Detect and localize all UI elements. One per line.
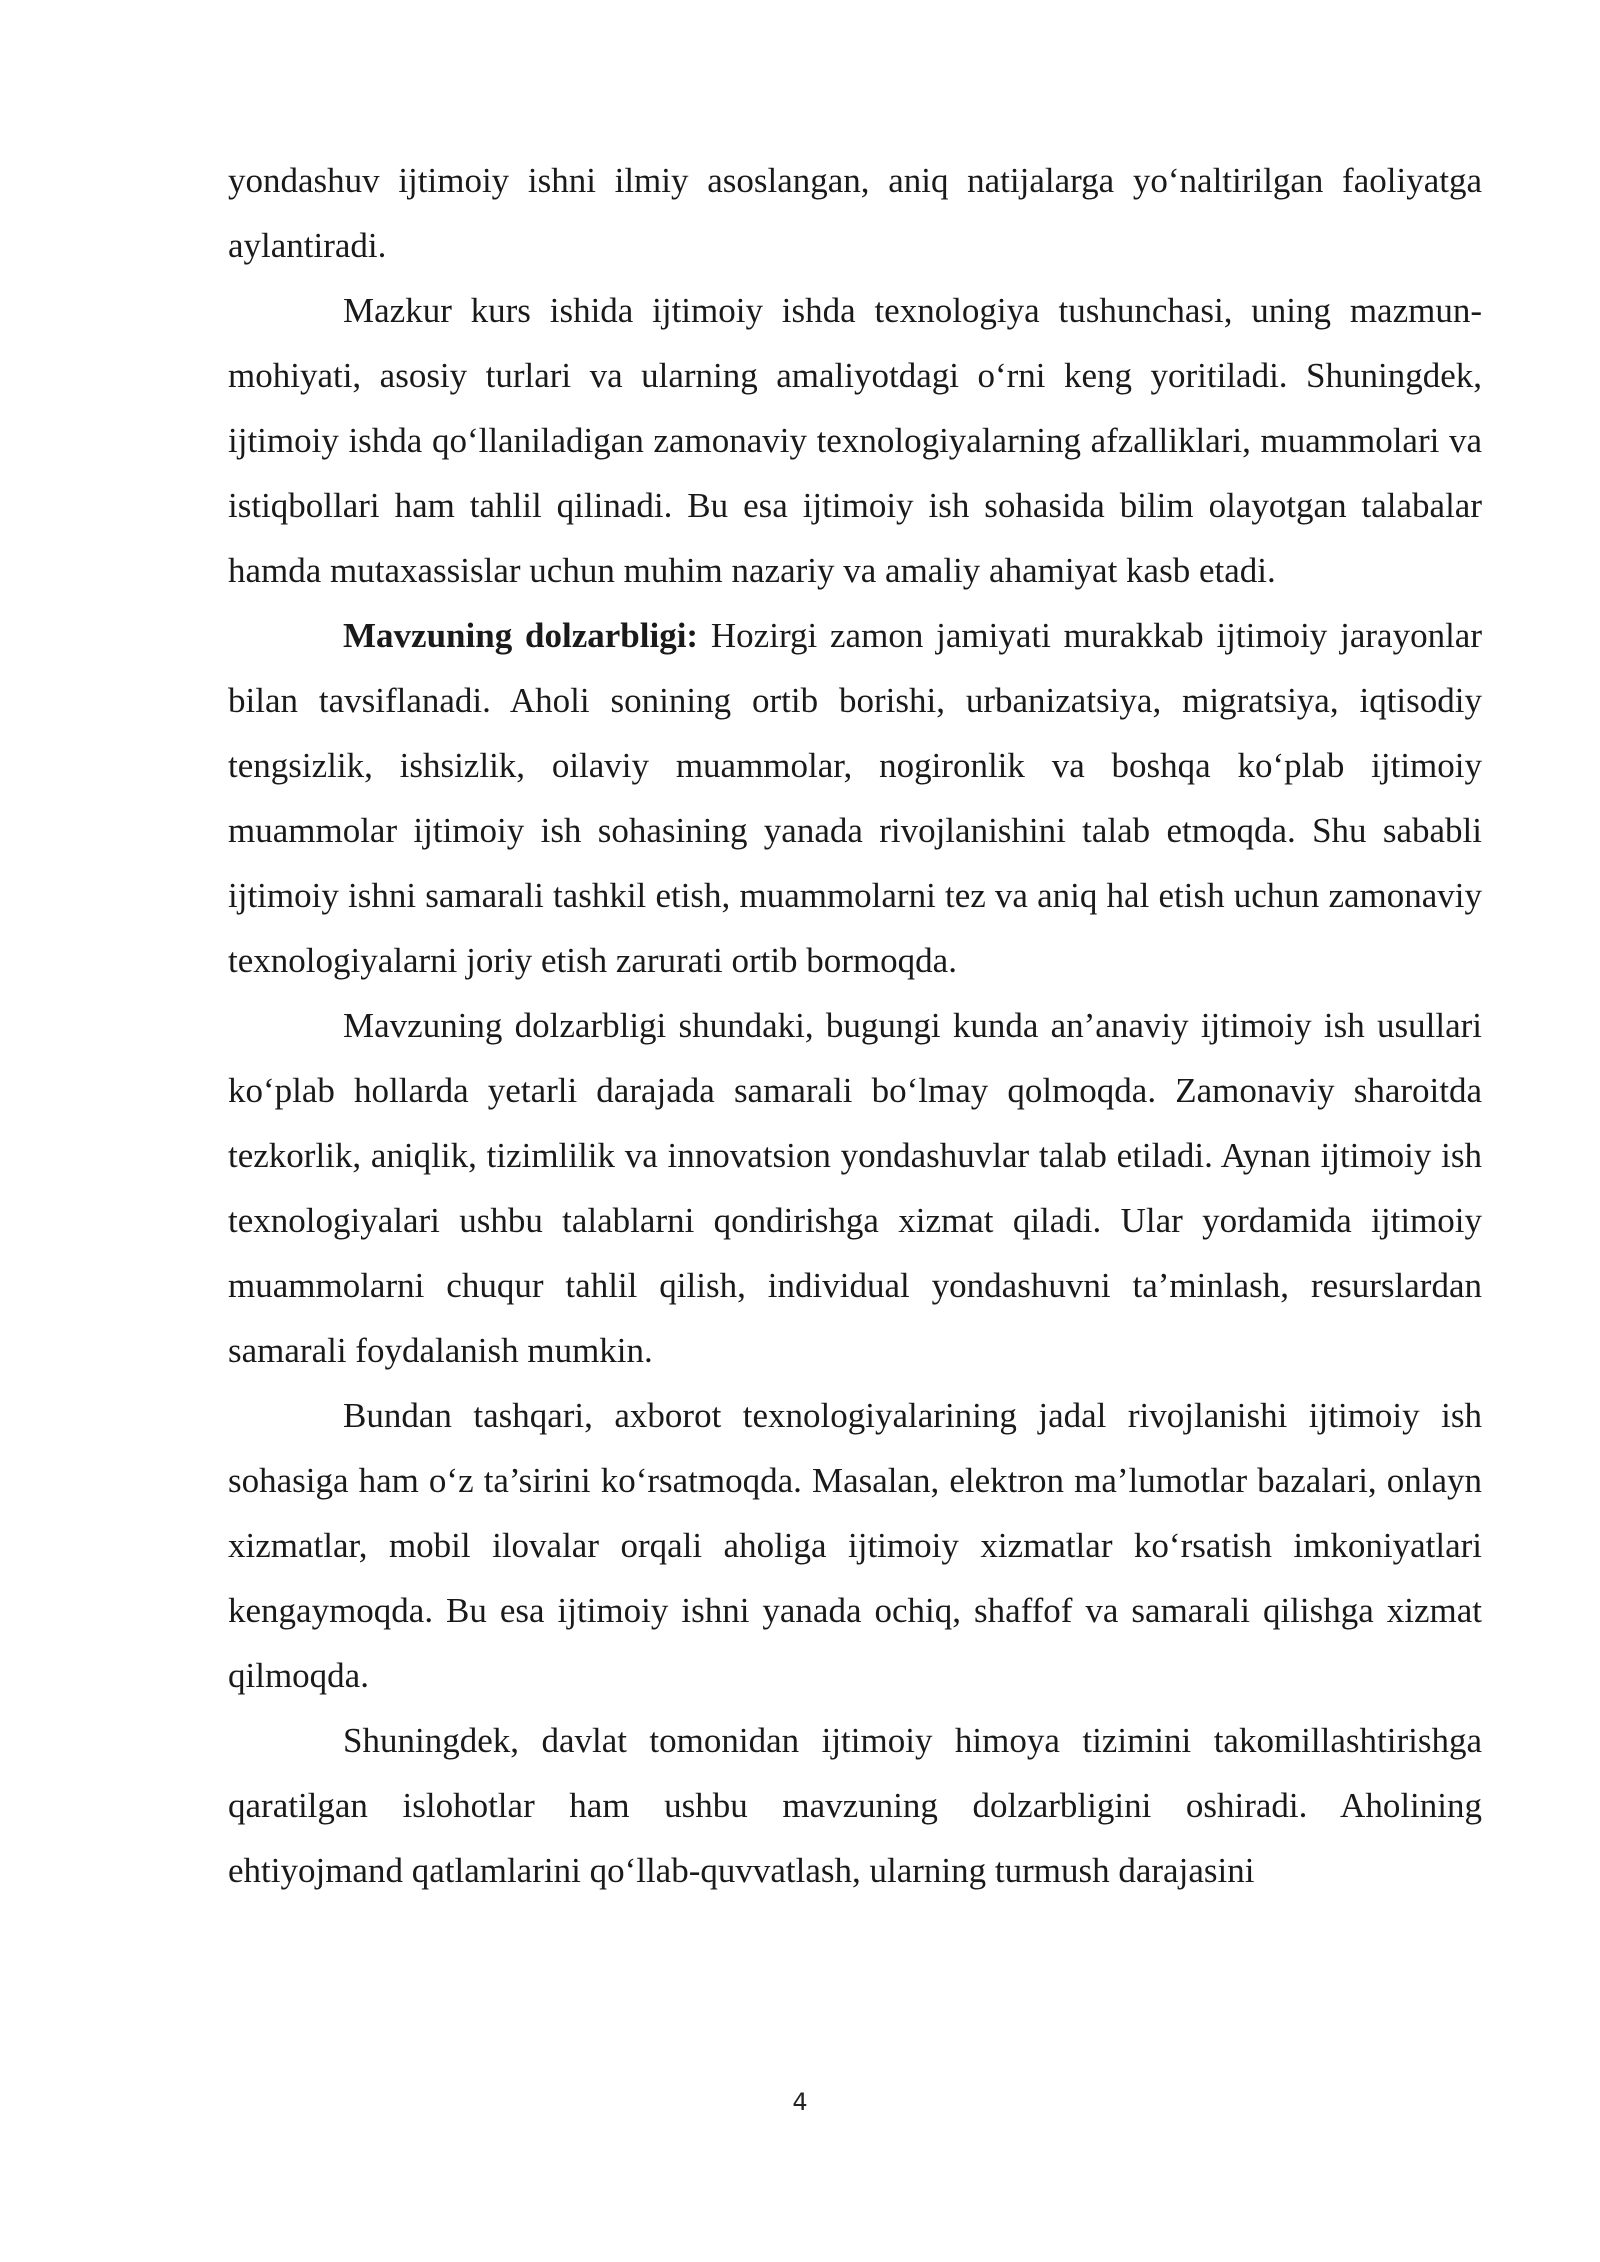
paragraph [228, 993, 1482, 1383]
paragraph-text: Bundan tashqari, axborot texnologiyalarining jadal rivojlanishi ijtimoiy ish sohasiga ham o‘z ta’sirini ko‘rsatmoqda. Masalan, elektron ma’lumotlar bazalari, onlayn xizmatlar, mobil ilovalar orqali aholiga ijtimoiy xizmatlar ko‘rsatish imkoniyatlari kengaymoqda. Bu esa ijtimoiy ishni yanada ochiq, shaffof va samarali qilishga xizmat qilmoqda. [228, 1396, 1482, 1695]
paragraph [228, 1383, 1482, 1708]
section-lead-heading: Mavzuning dolzarbligi: [343, 616, 699, 655]
page-number: 4 [792, 2088, 808, 2116]
paragraph-text: Mazkur kurs ishida ijtimoiy ishda texnologiya tushunchasi, uning mazmun-mohiyati, asosiy turlari va ularning amaliyotdagi o‘rni keng yoritiladi. Shuningdek, ijtimoiy ishda qo‘llaniladigan zamonaviy texnologiyalarning afzalliklari, muammolari va istiqbollari ham tahlil qilinadi. Bu esa ijtimoiy ish sohasida bilim olayotgan talabalar hamda mutaxassislar uchun muhim nazariy va amaliy ahamiyat kasb etadi. [228, 291, 1482, 590]
paragraph-text: Mavzuning dolzarbligi shundaki, bugungi kunda an’anaviy ijtimoiy ish usullari ko‘plab hollarda yetarli darajada samarali bo‘lmay qolmoqda. Zamonaviy sharoitda tezkorlik, aniqlik, tizimlilik va innovatsion yondashuvlar talab etiladi. Aynan ijtimoiy ish texnologiyalari ushbu talablarni qondirishga xizmat qiladi. Ular yordamida ijtimoiy muammolarni chuqur tahlil qilish, individual yondashuvni ta’minlash, resurslardan samarali foydalanish mumkin. [228, 1006, 1482, 1370]
paragraph-text: yondashuv ijtimoiy ishni ilmiy asoslangan, aniq natijalarga yo‘naltirilgan faoliyatga aylantiradi. [228, 161, 1482, 265]
paragraph [228, 1708, 1482, 1903]
paragraph [228, 148, 1482, 278]
paragraph-text: Hozirgi zamon jamiyati murakkab ijtimoiy jarayonlar bilan tavsiflanadi. Aholi sonining ortib borishi, urbanizatsiya, migratsiya, iqtisodiy tengsizlik, ishsizlik, oilaviy muammolar, nogironlik va boshqa ko‘plab ijtimoiy muammolar ijtimoiy ish sohasining yanada rivojlanishini talab etmoqda. Shu sababli ijtimoiy ishni samarali tashkil etish, muammolarni tez va aniq hal etish uchun zamonaviy texnologiyalarni joriy etish zarurati ortib bormoqda. [228, 616, 1482, 980]
paragraph [228, 278, 1482, 603]
paragraph-text: Shuningdek, davlat tomonidan ijtimoiy himoya tizimini takomillashtirishga qaratilgan islohotlar ham ushbu mavzuning dolzarbligini oshiradi. Aholining ehtiyojmand qatlamlarini qo‘llab-quvvatlash, ularning turmush darajasini [228, 1721, 1482, 1890]
document-body [228, 148, 1482, 1903]
paragraph-topic-relevance [228, 603, 1482, 993]
